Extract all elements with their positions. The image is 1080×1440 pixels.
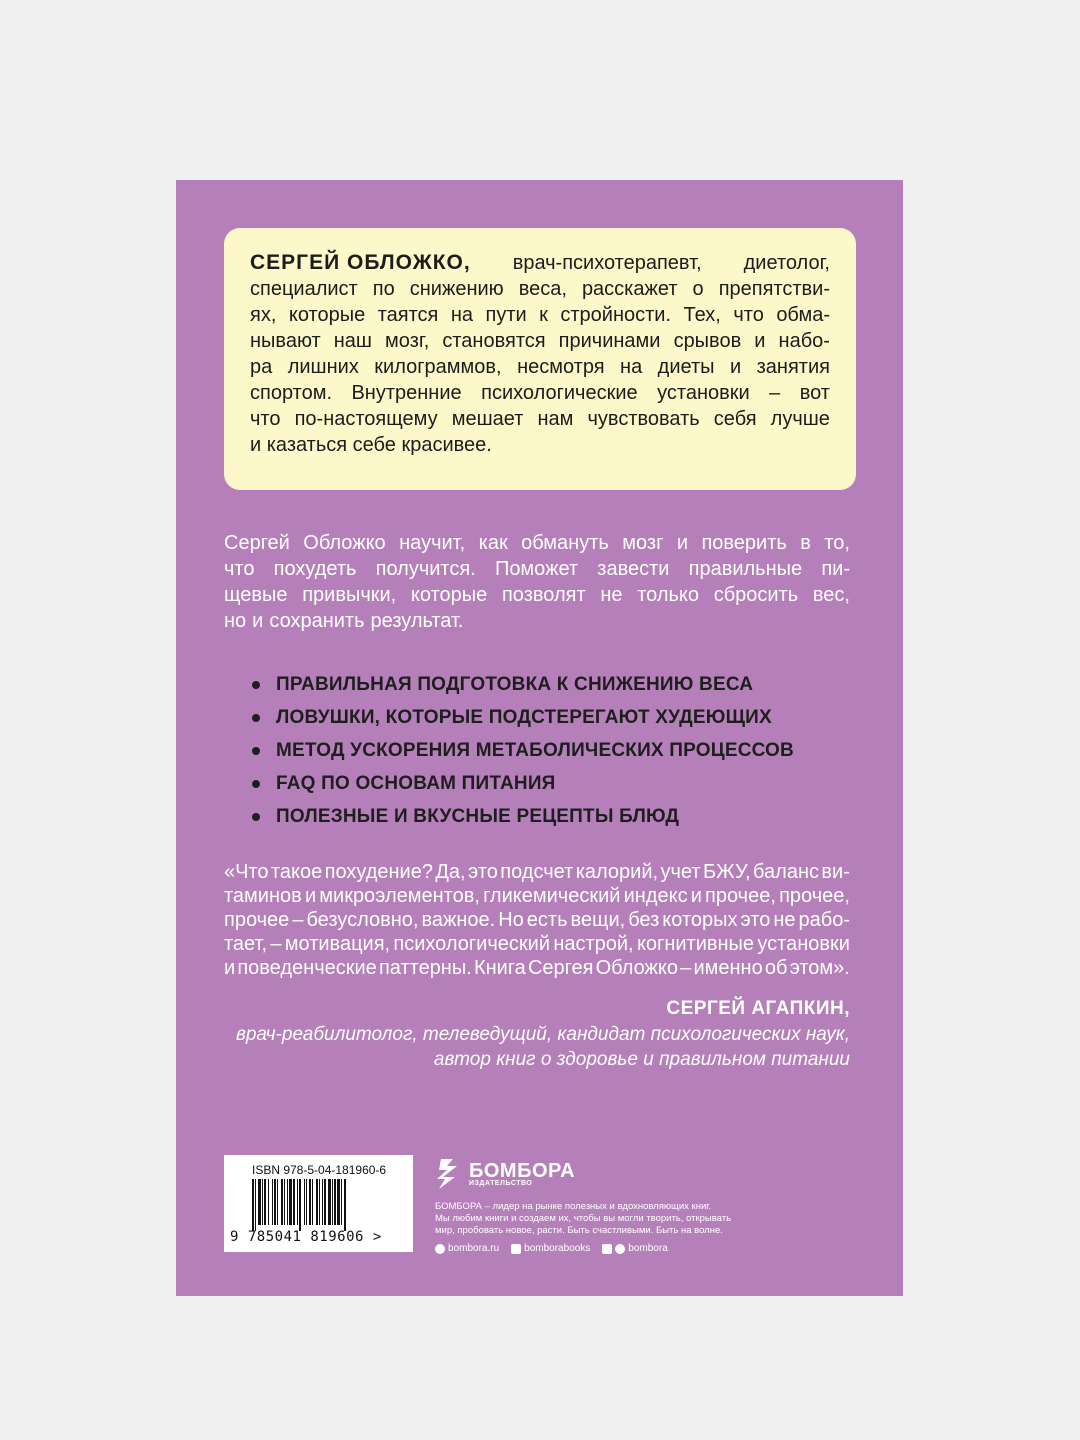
telegram-icon — [615, 1244, 625, 1254]
barcode-bar — [344, 1179, 346, 1231]
bio-line-6: спортом. Внутренние психологические установки – вот — [250, 382, 830, 404]
barcode-bar — [319, 1179, 320, 1225]
website-link[interactable]: bombora.ru — [435, 1243, 499, 1254]
intro-line: Сергей Обложко научит, как обмануть мозг и поверить в то, — [224, 532, 850, 554]
book-back-cover — [176, 180, 903, 1296]
list-item: МЕТОД УСКОРЕНИЯ МЕТАБОЛИЧЕСКИХ ПРОЦЕССОВ — [252, 734, 852, 767]
social-link[interactable]: bombora — [602, 1243, 667, 1254]
intro-paragraph — [224, 530, 850, 634]
publisher-block — [435, 1155, 765, 1254]
quote-line: тает, – мотивация, психологический настрой, когнитивные установки — [224, 933, 850, 955]
barcode-bar — [304, 1179, 305, 1225]
quote-author — [236, 996, 850, 1072]
barcode — [224, 1155, 413, 1252]
quote-line: «Что такое похудение? Да, это подсчет калорий, учет БЖУ, баланс ви- — [224, 861, 850, 883]
barcode-bar — [287, 1179, 288, 1225]
bio-line-5: ра лишних килограммов, несмотря на диеты и занятия — [250, 356, 830, 378]
bullet-icon — [252, 714, 260, 722]
publisher-brand: БОМБОРА — [469, 1159, 576, 1182]
bullet-icon — [252, 747, 260, 755]
barcode-bar — [255, 1179, 256, 1231]
quote-author-role: автор книг о здоровье и правильном питании — [433, 1049, 850, 1070]
bio-line-2: специалист по снижению веса, расскажет о препятстви- — [250, 278, 830, 300]
barcode-bar — [268, 1179, 269, 1225]
bio-line-7: что по-настоящему мешает нам чувствовать себя лучше — [250, 408, 830, 430]
barcode-bar — [306, 1179, 307, 1225]
barcode-bar — [274, 1179, 276, 1225]
isbn-label: ISBN 978-5-04-181960-6 — [252, 1163, 387, 1177]
bombora-logo-icon — [435, 1157, 465, 1191]
review-quote — [224, 860, 850, 980]
quote-line: и поведенческие паттерны. Книга Сергея Обложко – именно об этом». — [224, 957, 850, 979]
barcode-bar — [258, 1179, 261, 1225]
barcode-bar — [312, 1179, 313, 1225]
publisher-logo — [435, 1155, 765, 1193]
barcode-bar — [252, 1179, 254, 1231]
bio-line-4: нывают наш мозг, становятся причинами срывов и набо- — [250, 330, 830, 352]
bio-author-name: СЕРГЕЙ ОБЛОЖКО, — [250, 251, 471, 274]
bullet-icon — [252, 780, 260, 788]
quote-author-role: врач-реабилитолог, телеведущий, кандидат психологических наук, — [235, 1024, 850, 1045]
bio-line-1: СЕРГЕЙ ОБЛОЖКО, врач-психотерапевт, диетолог, — [250, 251, 830, 274]
barcode-bar — [299, 1179, 301, 1231]
barcode-bar — [324, 1179, 326, 1225]
barcode-bar — [337, 1179, 340, 1225]
feature-list — [252, 668, 852, 833]
bio-line-8: и казаться себе красивее. — [250, 434, 492, 456]
barcode-bar — [328, 1179, 331, 1225]
intro-line: щевые привычки, которые позволят не только сбросить вес, — [224, 584, 850, 606]
barcode-bar — [293, 1179, 295, 1225]
barcode-bar — [277, 1179, 278, 1225]
barcode-bar — [289, 1179, 292, 1225]
barcode-bars — [252, 1179, 386, 1231]
barcode-bar — [334, 1179, 336, 1225]
intro-line: но и сохранить результат. — [224, 610, 464, 632]
list-item: ПОЛЕЗНЫЕ И ВКУСНЫЕ РЕЦЕПТЫ БЛЮД — [252, 800, 852, 833]
barcode-bar — [332, 1179, 333, 1225]
plus-icon — [602, 1244, 612, 1254]
quote-line: таминов и микроэлементов, гликемический индекс и прочее, прочее, — [224, 885, 850, 907]
vk-link[interactable]: bomborabooks — [511, 1243, 590, 1254]
barcode-bar — [322, 1179, 323, 1225]
barcode-bar — [341, 1179, 342, 1225]
quote-author-name: СЕРГЕЙ АГАПКИН, — [666, 998, 850, 1019]
barcode-bar — [284, 1179, 285, 1225]
bullet-icon — [252, 681, 260, 689]
quote-line: прочее – безусловно, важное. Но есть вещи, без которых это не рабо- — [224, 909, 850, 931]
barcode-bar — [264, 1179, 266, 1225]
list-item: FAQ ПО ОСНОВАМ ПИТАНИЯ — [252, 767, 852, 800]
publisher-links — [435, 1243, 765, 1254]
barcode-bar — [309, 1179, 311, 1225]
barcode-bar — [297, 1179, 298, 1225]
barcode-bar — [281, 1179, 283, 1225]
list-item: ЛОВУШКИ, КОТОРЫЕ ПОДСТЕРЕГАЮТ ХУДЕЮЩИХ — [252, 701, 852, 734]
barcode-bar — [272, 1179, 273, 1225]
author-bio-box — [224, 228, 856, 490]
globe-icon — [435, 1244, 445, 1254]
publisher-sub: ИЗДАТЕЛЬСТВО — [469, 1179, 533, 1187]
vk-icon — [511, 1244, 521, 1254]
bullet-icon — [252, 813, 260, 821]
barcode-bar — [316, 1179, 318, 1225]
intro-line: что похудеть получится. Поможет завести правильные пи- — [224, 558, 850, 580]
list-item: ПРАВИЛЬНАЯ ПОДГОТОВКА К СНИЖЕНИЮ ВЕСА — [252, 668, 852, 701]
bio-line-3: ях, которые таятся на пути к стройности. Тех, что обма- — [250, 304, 830, 326]
isbn-digits: 9 785041 819606 > — [230, 1229, 382, 1245]
publisher-description: БОМБОРА – лидер на рынке полезных и вдохновляющих книг. Мы любим книги и создаем их, чтобы вы могли творить, открывать мир, пробовать новое, расти. Быть счастливыми. Быть на волне. — [435, 1201, 732, 1236]
barcode-bar — [262, 1179, 263, 1225]
